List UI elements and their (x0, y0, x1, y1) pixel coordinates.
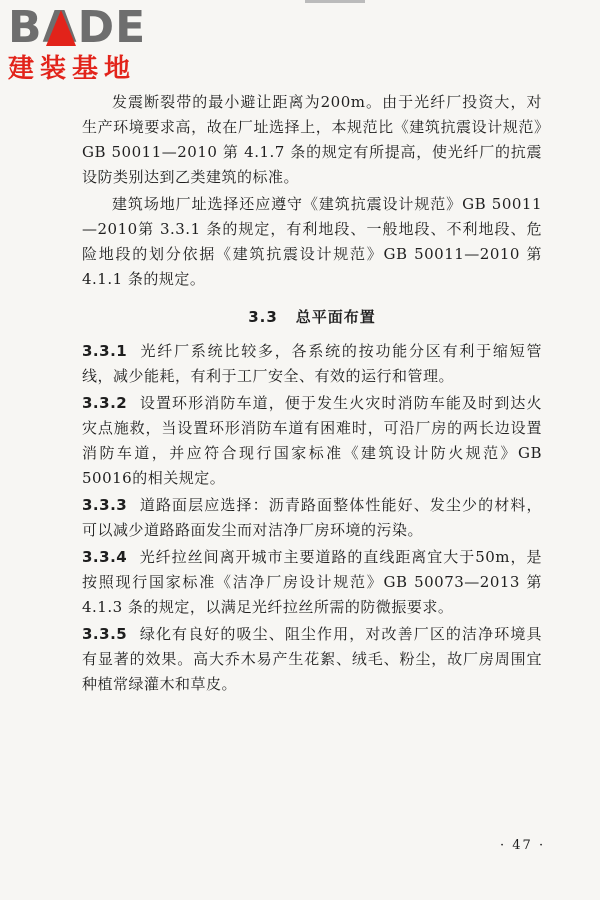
bade-logo (8, 4, 178, 90)
clause-number: 3.3.1 (82, 342, 128, 360)
logo-wordmark: BADE (8, 2, 147, 53)
logo-subtitle: 建装基地 (8, 54, 137, 84)
clause-number: 3.3.3 (82, 496, 128, 514)
paragraph-seismic-distance: 发震断裂带的最小避让距离为200m。由于光纤厂投资大，对生产环境要求高，故在厂址选择上，本规范比《建筑抗震设计规范》GB 50011—2010 第 4.1.7 条的规定有所提高，使光纤厂的抗震设防类别达到乙类建筑的标准。 (82, 93, 542, 186)
clause-3-3-4 (82, 545, 542, 620)
clause-number: 3.3.5 (82, 625, 128, 643)
page-number: · 47 · (500, 838, 546, 853)
clause-text: 光纤拉丝间离开城市主要道路的直线距离宜大于50m，是按照现行国家标准《洁净厂房设计规范》GB 50073—2013 第 4.1.3 条的规定，以满足光纤拉丝所需的防微振要求。 (82, 548, 542, 616)
page-body (82, 90, 542, 699)
section-heading (82, 306, 542, 327)
clause-number: 3.3.2 (82, 394, 128, 412)
clause-text: 设置环形消防车道，便于发生火灾时消防车能及时到达火灾点施救，当设置环形消防车道有困难时，可沿厂房的两长边设置消防车道，并应符合现行国家标准《建筑设计防火规范》GB 50016的相关规定。 (82, 394, 542, 487)
paragraph-site-selection: 建筑场地厂址选择还应遵守《建筑抗震设计规范》GB 50011—2010第 3.3.1 条的规定，有利地段、一般地段、不利地段、危险地段的划分依据《建筑抗震设计规范》GB 50011—2010 第 4.1.1 条的规定。 (82, 195, 542, 288)
section-number: 3.3 (248, 308, 278, 326)
clause-text: 光纤厂系统比较多，各系统的按功能分区有利于缩短管线，减少能耗，有利于工厂安全、有效的运行和管理。 (82, 342, 542, 385)
clause-3-3-2 (82, 391, 542, 491)
clause-3-3-1 (82, 339, 542, 389)
clause-text: 绿化有良好的吸尘、阻尘作用，对改善厂区的洁净环境具有显著的效果。高大乔木易产生花絮、绒毛、粉尘，故厂房周围宜种植常绿灌木和草皮。 (82, 625, 542, 693)
clause-number: 3.3.4 (82, 548, 128, 566)
logo-triangle-icon (46, 10, 76, 46)
top-edge-mark (305, 0, 365, 3)
section-title: 总平面布置 (295, 308, 376, 326)
clause-3-3-5 (82, 622, 542, 697)
clause-text: 道路面层应选择：沥青路面整体性能好、发尘少的材料，可以减少道路路面发尘而对洁净厂房环境的污染。 (82, 496, 542, 539)
clause-3-3-3 (82, 493, 542, 543)
